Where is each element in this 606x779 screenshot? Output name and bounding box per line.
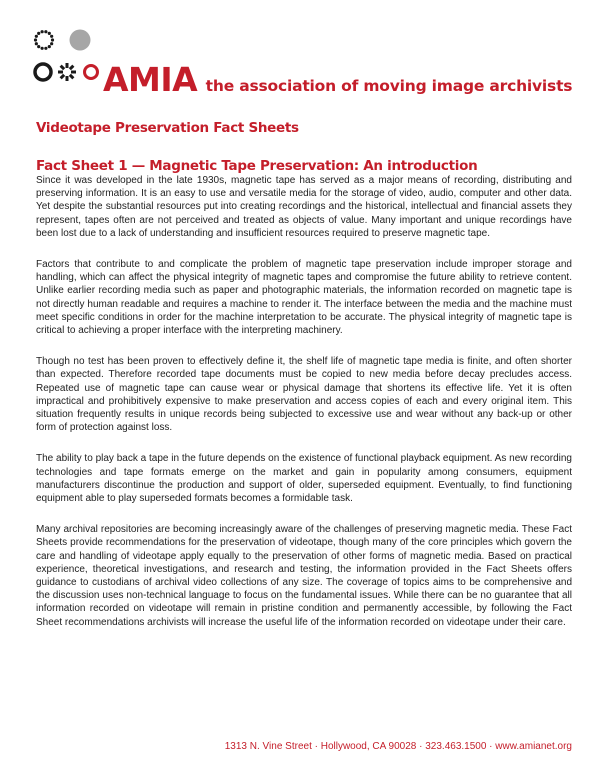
- reel-dot: [48, 45, 51, 48]
- reel-dot: [51, 38, 54, 41]
- reel-segment: [69, 74, 75, 80]
- reel-dot: [48, 32, 51, 35]
- reel-dot: [37, 32, 40, 35]
- reel-dot: [35, 42, 38, 45]
- reel-dot: [35, 35, 38, 38]
- paragraph: Factors that contribute to and complicate the problem of magnetic tape preservation include improper storage and handling, which can affect the physical integrity of magnetic tapes and compromise the future ability to retrieve content. Unlike earlier recording media such as paper and photographic materials, the information recorded on magnetic tape is not directly human readable and requires a machine to render it. The interface between the media and the machine must meet specific conditions in order for the machine interpretation to be accurate. The physical integrity of magnetic tape is critical to achieving a proper interface with the interpreting machinery.: [36, 259, 572, 337]
- reel-segment: [69, 65, 75, 71]
- paragraph: The ability to play back a tape in the future depends on the existence of functional playback equipment. As new recording technologies and tape formats emerge on the market and gain in popularity among consumers, equipment manufacturers discontinue the production and support of older, superseded equipment. Eventually, to find functioning equipment able to play superseded formats becomes a formidable task.: [36, 453, 572, 505]
- reel-red-icon: [85, 66, 98, 79]
- reel-gray-icon: [70, 30, 91, 51]
- reel-segment: [66, 63, 69, 68]
- reel-dot: [37, 45, 40, 48]
- reel-dot: [44, 47, 47, 50]
- paragraph: Many archival repositories are becoming increasingly aware of the challenges of preserving magnetic media. These Fact Sheets provide recommendations for the preservation of videotape, though many of the core principles which govern the care and handling of videotape apply equally to the preservation of other forms of magnetic media. Based on practical experience, theoretical investigations, and research and testing, the information provided in the Fact Sheets offers guidance to custodians of archival video collections of any size. The coverage of topics aims to be comprehensive and the discussion uses non-technical language to focus on the fundamental issues. While there can be no guarantee that all information recorded on videotape will remain in pristine condition and permanently accessible, by following the Fact Sheet recommendations archivists will increase the useful life of the information recorded on videotape under their care.: [36, 524, 572, 628]
- reel-segment: [58, 71, 63, 74]
- reel-segmented-icon: [58, 63, 76, 81]
- paragraph: Though no test has been proven to effectively define it, the shelf life of magnetic tape media is finite, and often shorter than expected. Therefore recorded tape documents must be copied to new media before decay precludes access. Repeated use of magnetic tape can cause wear or physical damage that shortens its effective life. Yet it is often impractical and prohibitively expensive to make preservation and access copies of each and every original item. This situation frequently results in unique records being subjected to excessive use and wear without any back-up or other form of protection against loss.: [36, 356, 572, 434]
- sheet-title: Fact Sheet 1 — Magnetic Tape Preservation: An introduction: [36, 158, 478, 174]
- brand-tagline: the association of moving image archivists: [205, 77, 573, 95]
- reel-segment: [60, 65, 66, 71]
- body-text: [36, 174, 572, 647]
- reel-segment: [66, 76, 69, 81]
- amia-film-reel-logo: [32, 28, 102, 90]
- reel-outline-icon: [35, 64, 51, 80]
- footer-address: 1313 N. Vine Street · Hollywood, CA 90028 · 323.463.1500 · www.amianet.org: [224, 741, 572, 752]
- reel-segment: [60, 74, 66, 80]
- reel-dot: [34, 38, 37, 41]
- reel-dot: [41, 30, 44, 33]
- reel-dot: [41, 47, 44, 50]
- reel-dot: [50, 35, 53, 38]
- reel-dotted-icon: [34, 30, 54, 50]
- reel-segment: [71, 71, 76, 74]
- brand: [103, 60, 572, 99]
- series-title: Videotape Preservation Fact Sheets: [36, 120, 299, 136]
- reel-dot: [44, 30, 47, 33]
- reel-dot: [50, 42, 53, 45]
- paragraph: Since it was developed in the late 1930s, magnetic tape has served as a major means of recording, distributing and preserving information. It is an easy to use and versatile media for the storage of video, audio, computer and other data. Yet despite the substantial resources put into creating recordings and the historical, intellectual and financial assets they represent, tapes often are not perceived and treated as objects of value. Many important and unique recordings have been lost due to a lack of understanding and insufficient resources required to preserve magnetic tape.: [36, 175, 572, 239]
- brand-name: AMIA: [103, 60, 198, 99]
